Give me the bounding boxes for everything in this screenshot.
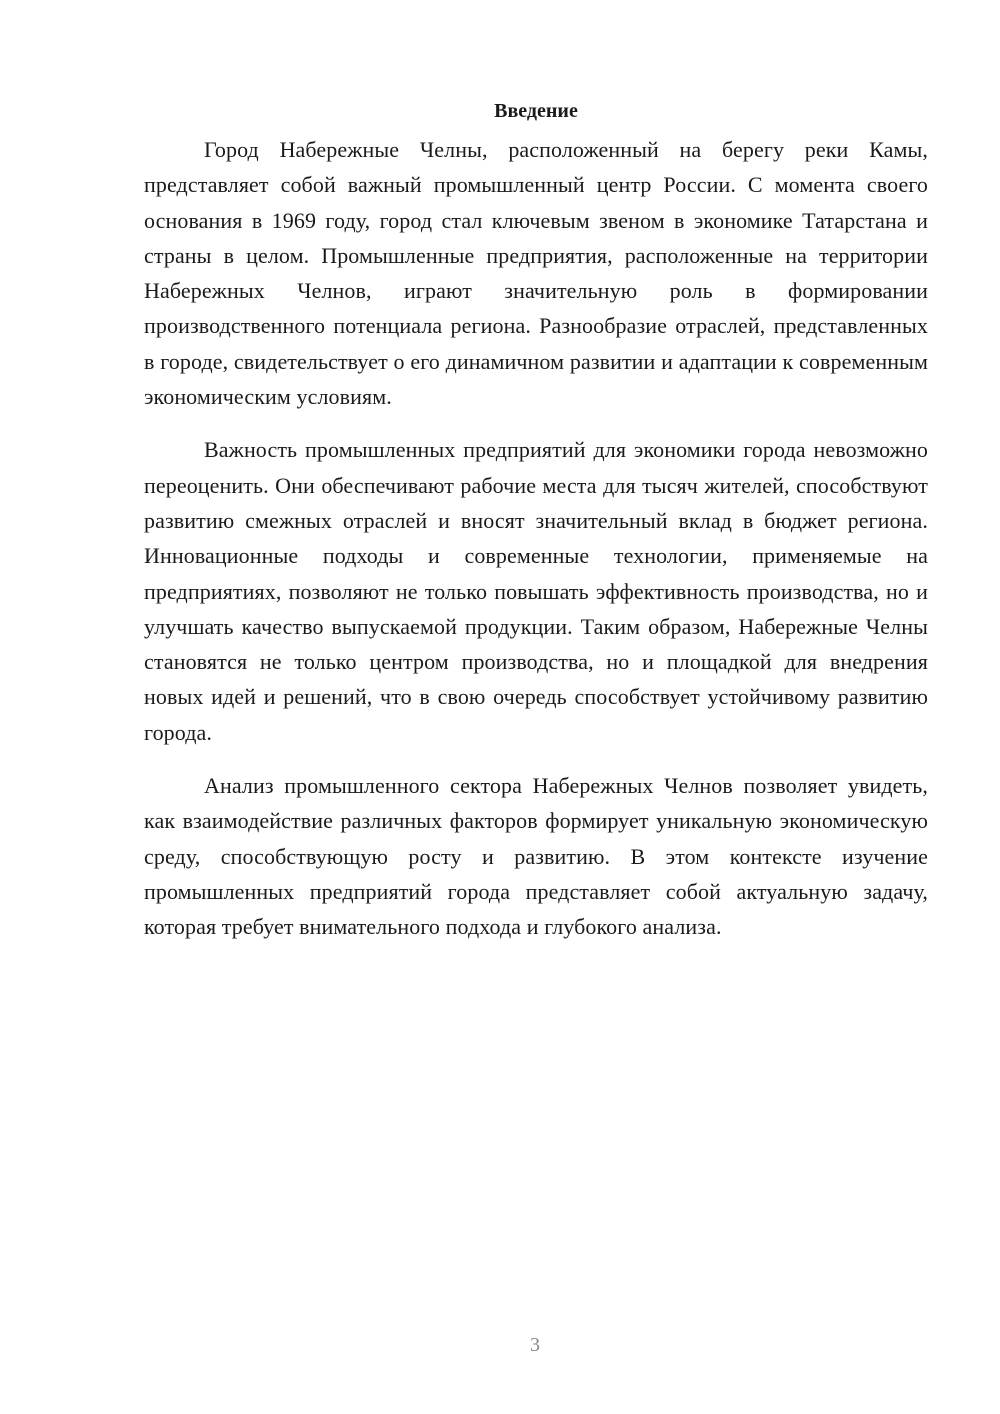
paragraph-1: Город Набережные Челны, расположенный на берегу реки Камы, представляет собой важный промышленный центр России. С момента своего основания в 1969 году, город стал ключевым звеном в экономике Татарстана и страны в целом. Промышленные предприятия, расположенные на территории Набережных Челнов, играют значительную роль в формировании производственного потенциала региона. Разнообразие отраслей, представленных в городе, свидетельствует о его динамичном развитии и адаптации к современным экономическим условиям. [144, 137, 928, 410]
section-title: Введение [494, 100, 578, 122]
paragraph-2: Важность промышленных предприятий для экономики города невозможно переоценить. Они обеспечивают рабочие места для тысяч жителей, способствуют развитию смежных отраслей и вносят значительный вклад в бюджет региона. Инновационные подходы и современные технологии, применяемые на предприятиях, позволяют не только повышать эффективность производства, но и улучшать качество выпускаемой продукции. Таким образом, Набережные Челны становятся не только центром производства, но и площадкой для внедрения новых идей и решений, что в свою очередь способствует устойчивому развитию города. [144, 437, 928, 745]
page-content [144, 96, 928, 963]
paragraph-3: Анализ промышленного сектора Набережных Челнов позволяет увидеть, как взаимодействие различных факторов формирует уникальную экономическую среду, способствующую росту и развитию. В этом контексте изучение промышленных предприятий города представляет собой актуальную задачу, которая требует внимательного подхода и глубокого анализа. [144, 773, 928, 940]
page-number: 3 [530, 1334, 540, 1356]
